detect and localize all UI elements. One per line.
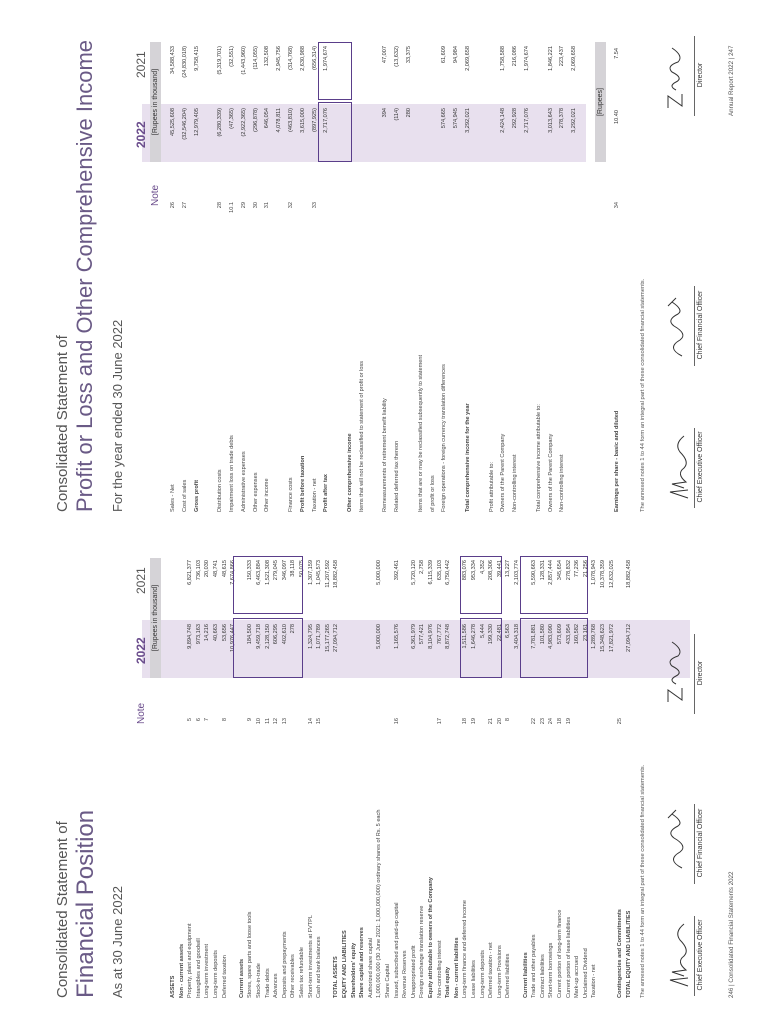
row-label: Other expenses	[252, 472, 259, 512]
row-note: 8	[505, 718, 512, 722]
row-value-2022: 7,781,881	[531, 624, 538, 649]
units-band: [Rupees in thousand]	[150, 42, 161, 162]
row-value-2022: 101,580	[539, 624, 546, 645]
row-value-2021: 48,741	[213, 560, 219, 578]
cfo-sig-line	[694, 804, 695, 884]
row-label: Distribution costs	[217, 469, 224, 512]
ceo-sig-line	[694, 428, 695, 508]
row-label: Administrative expenses	[240, 451, 247, 512]
row-value-2021: 1,521,308	[264, 560, 271, 585]
row-value-2021: (24,830,018)	[181, 46, 188, 78]
row-label: Property, plant and equipment	[187, 923, 194, 998]
current-assets-box-2022	[233, 618, 303, 678]
row-note: 14	[307, 718, 314, 725]
row-value-2021: 2,857,444	[548, 560, 555, 585]
eps-label: Earnings per share - basic and diluted	[614, 410, 620, 512]
row-label: Sales tax refundable	[299, 947, 305, 998]
row-value-2021: 34,588,433	[170, 46, 176, 74]
row-value-2021: 5,720,120	[410, 560, 417, 585]
row-label: Total comprehensive income for the year	[465, 403, 471, 512]
row-value-2022: 1,511,586	[462, 624, 469, 649]
oci-box-2021	[318, 42, 352, 100]
director-signature	[660, 42, 688, 112]
non-current-liabilities-box-2021	[460, 556, 502, 614]
row-label: Current assets	[238, 958, 245, 998]
row-value-2022: (296,878)	[252, 108, 259, 132]
row-value-2021: 77,236	[574, 560, 581, 578]
ceo-signature	[666, 432, 694, 502]
row-value-2021: 345,654	[557, 560, 563, 581]
row-value-2022: 9,459,718	[256, 624, 262, 649]
row-value-2022: 606,295	[273, 624, 280, 645]
row-label: Deposits and prepayments	[281, 931, 288, 998]
row-value-2021: 50,075	[299, 560, 305, 578]
row-label: Other receivables	[290, 954, 297, 998]
row-label: Short-term borrowings	[548, 942, 555, 998]
row-value-2021: 6,750,442	[445, 560, 452, 585]
row-value-2022: 8,872,748	[445, 624, 452, 649]
row-label: Foreign operations - foreign currency translation differences	[441, 364, 448, 512]
row-label: Non - current liabilities	[453, 937, 460, 998]
row-note: 15	[316, 718, 323, 725]
row-note: 9	[247, 718, 254, 722]
row-label: Revenue Reserves	[402, 950, 409, 998]
dir-sig-line	[694, 36, 695, 116]
row-value-2022: (2,922,365)	[240, 108, 247, 137]
row-value-2021: 279,045	[273, 560, 280, 581]
row-value-2022: 1,165,576	[393, 624, 400, 649]
current-liabilities-box-2022	[520, 618, 588, 678]
row-value-2022: 280	[406, 108, 412, 118]
page-title-small: Consolidated Statement of	[54, 821, 71, 998]
row-value-2021: 635,103	[436, 560, 443, 581]
row-value-2021: 278,832	[565, 560, 572, 581]
row-value-2022: 292,928	[512, 108, 519, 129]
ceo-sig-line	[694, 916, 695, 996]
row-value-2022: 1,071,789	[316, 624, 323, 649]
row-note: 28	[217, 202, 224, 209]
eps-2021: 7.54	[614, 48, 620, 59]
row-value-2022: 22,481	[496, 624, 503, 642]
cfo-signature	[662, 804, 690, 874]
row-value-2021: 10,378,359	[600, 560, 606, 588]
row-value-2021: 39,441	[496, 560, 503, 578]
row-note: 5	[187, 718, 194, 722]
row-note: 21	[488, 718, 495, 725]
row-value-2021: 9,758,415	[193, 46, 200, 71]
row-label: Unappropriated profit	[410, 945, 417, 998]
page-footer: 246 | Consolidated Financial Statements 2022	[728, 871, 735, 998]
row-label: Stock-in-trade	[256, 963, 262, 998]
row-value-2021: 736,103	[195, 560, 202, 581]
row-label: TOTAL ASSETS	[333, 956, 340, 998]
row-value-2022: 17,821,972	[608, 624, 615, 652]
row-note: 33	[311, 202, 318, 209]
row-value-2021: 94,984	[453, 46, 460, 64]
row-note: 23	[539, 718, 546, 725]
row-value-2021: 392,461	[393, 560, 400, 581]
row-label: Shareholders' equity	[350, 942, 357, 998]
row-label: Intangibles and goodwill	[195, 938, 202, 998]
row-value-2021: 18,882,458	[333, 560, 340, 588]
row-value-2022: 573,609	[557, 624, 563, 645]
row-note: 29	[240, 202, 247, 209]
row-label: Taxation - net	[591, 964, 598, 998]
row-value-2022: 6,563	[505, 624, 512, 638]
row-value-2021: 132,508	[264, 46, 271, 67]
row-value-2022: 199,330	[488, 624, 495, 645]
row-label: Share capital and reserves	[359, 927, 366, 998]
row-label: Deferred liabilities	[505, 953, 512, 998]
row-label: Profit before taxation	[299, 455, 306, 512]
row-label: Share Capital	[385, 964, 391, 998]
row-value-2021: 6,115,339	[428, 560, 434, 585]
row-label: Owners of the Parent Company	[500, 433, 507, 512]
row-note: 32	[288, 202, 294, 209]
row-value-2022: 574,945	[453, 108, 460, 129]
row-value-2022: (463,810)	[288, 108, 294, 132]
row-value-2021: 128,331	[539, 560, 546, 581]
row-label: Cash and bank balances	[316, 936, 323, 998]
row-label: Profit after tax	[323, 474, 330, 512]
row-value-2021: 2,069,658	[465, 46, 471, 71]
row-label: Equity attributable to owners of the Company	[428, 877, 434, 998]
row-value-2021: 953,334	[471, 560, 477, 581]
cfo-label: Chief Financial Officer	[697, 290, 704, 360]
row-value-2022: 12,979,405	[193, 108, 200, 136]
row-note: 19	[565, 718, 572, 725]
row-label: Long-term Provisions	[496, 945, 503, 998]
row-label: Sales - Net	[170, 484, 176, 512]
row-value-2022: 3,615,000	[299, 108, 306, 133]
row-value-2021: 38,118	[290, 560, 297, 577]
page-title-small: Consolidated Statement of	[54, 335, 71, 512]
row-note: 10.1	[229, 202, 235, 213]
row-label: Current portion of long-term finance	[557, 909, 563, 998]
row-value-2022: 2,424,148	[500, 108, 507, 133]
row-value-2022: (114)	[394, 108, 401, 121]
row-value-2022: 574,665	[441, 108, 448, 129]
row-label: Non-controlling interest	[436, 940, 443, 998]
row-label: Long-term deposits	[479, 950, 486, 998]
row-value-2022: 3,292,021	[465, 108, 471, 133]
row-value-2022: 184,500	[247, 624, 254, 645]
row-value-2022: 10,976,447	[230, 624, 237, 652]
row-value-2021: 12,632,025	[608, 560, 615, 588]
row-label: Short-term investments at FVTPL	[307, 915, 314, 998]
row-value-2022: 160,582	[574, 624, 581, 645]
row-note: 7	[204, 718, 211, 722]
row-label: Remeasurements of retirement benefit liability	[382, 398, 389, 512]
cfo-signature	[662, 292, 690, 362]
row-value-2022: 402,610	[281, 624, 288, 645]
row-value-2022: 1,324,795	[307, 624, 314, 649]
row-label: Profit attributable to:	[488, 461, 495, 512]
oci-box-2022	[318, 102, 352, 162]
eps-units-band: [Rupees]	[595, 42, 606, 162]
row-label: Finance costs	[288, 477, 294, 512]
row-value-2022: (32,546,204)	[181, 108, 188, 140]
director-label: Director	[697, 62, 704, 88]
dir-sig-line	[694, 634, 695, 714]
row-label: Long-term investment	[204, 943, 211, 998]
eps-note: 34	[614, 202, 620, 209]
row-value-2022: 767,772	[436, 624, 443, 645]
row-note: 31	[264, 202, 271, 209]
row-note: 19	[471, 718, 477, 725]
row-note: 13	[281, 718, 288, 725]
row-value-2021: 20,030	[204, 560, 211, 578]
row-label: Total comprehensive income attributable to:	[535, 404, 542, 512]
page-title: Profit or Loss and Other Comprehensive Income	[72, 39, 97, 512]
row-value-2022: 3,292,021	[571, 108, 578, 133]
row-value-2022: (6,280,339)	[217, 108, 224, 137]
row-label: Items that are or may be reclassified subsequently to statement	[417, 354, 424, 512]
row-value-2022: 3,404,318	[514, 624, 520, 649]
col-2022-header: 2022	[134, 121, 148, 148]
row-label: Unclaimed Dividend	[582, 948, 589, 998]
row-label: Impairment loss on trade debts	[229, 435, 235, 512]
row-label: Owners of the Parent Company	[547, 433, 554, 512]
row-value-2022: 3,013,643	[547, 108, 554, 133]
row-note: 17	[436, 718, 443, 725]
row-label: Current portion of lease liabilities	[565, 916, 572, 998]
row-value-2021: 5,590,663	[531, 560, 538, 585]
ceo-signature	[666, 920, 694, 990]
row-label: Long-term finance and deferred income	[462, 900, 469, 998]
row-value-2021: 1,307,159	[307, 560, 314, 585]
page-title: Financial Position	[72, 809, 99, 998]
row-value-2021: 7,674,866	[230, 560, 237, 585]
eps-2022: 10.40	[614, 110, 620, 124]
cfo-label: Chief Financial Officer	[697, 808, 704, 878]
row-note: 10	[256, 718, 262, 725]
annex-note: The annexed notes 1 to 44 form an integral part of these consolidated financial statements.	[640, 278, 646, 512]
row-value-2022: 2,717,076	[524, 108, 530, 133]
row-value-2022: 278,378	[559, 108, 566, 129]
row-value-2022: 27,094,712	[333, 624, 340, 652]
row-value-2021: 18,882,458	[625, 560, 632, 588]
row-label: Deferred taxation - net	[488, 942, 495, 998]
col-2021-header: 2021	[134, 51, 148, 78]
page-subtitle: As at 30 June 2022	[110, 885, 125, 998]
row-label: Deferred taxation	[221, 955, 228, 998]
row-value-2022: 394	[382, 108, 389, 118]
cfo-sig-line	[694, 286, 695, 366]
row-label: Mark-up accrued	[574, 956, 581, 998]
row-value-2022: 53,656	[221, 624, 228, 642]
row-value-2022: 23,161	[582, 624, 589, 642]
row-label: 1,000,000,000 (30 June 2021: 1,000,000,000) ordinary shares of Rs. 5 each	[376, 809, 383, 998]
row-label: ASSETS	[170, 975, 176, 998]
row-label: Trade debts	[264, 968, 271, 998]
row-label: Stores, spare parts and loose tools	[247, 911, 254, 998]
row-label: Issued, subscribed and paid-up capital	[393, 902, 400, 998]
row-value-2022: (897,925)	[311, 108, 318, 132]
row-note: 8	[221, 718, 228, 722]
row-value-2021: 33,375	[406, 46, 412, 64]
row-label: Non - current assets	[178, 943, 185, 998]
ceo-label: Chief Executive Officer	[697, 431, 704, 503]
non-current-liabilities-box-2022	[460, 618, 502, 678]
row-value-2021: 216,086	[512, 46, 519, 67]
row-value-2021: 6,821,377	[187, 560, 194, 585]
row-note: 26	[170, 202, 176, 209]
row-value-2021: 1,846,221	[547, 46, 554, 71]
row-note: 11	[264, 718, 271, 724]
row-value-2021: 2,069,658	[571, 46, 578, 71]
row-value-2021: 150,333	[247, 560, 254, 581]
ceo-label: Chief Executive Officer	[697, 919, 704, 991]
row-note: 20	[496, 718, 503, 725]
row-value-2022: 4,078,811	[276, 108, 283, 133]
row-label: Lease liabilities	[471, 960, 477, 998]
row-value-2022: 8,104,976	[428, 624, 434, 649]
row-value-2021: 1,974,674	[524, 46, 530, 71]
row-value-2022: 2,128,150	[264, 624, 271, 649]
row-value-2021: 61,609	[441, 46, 448, 64]
row-value-2022: 14,216	[204, 624, 211, 642]
row-label: Taxation - net	[311, 478, 318, 512]
row-value-2022: 973,163	[195, 624, 202, 645]
row-value-2021: 2,103,774	[514, 560, 520, 585]
row-value-2021: 1,045,573	[316, 560, 323, 585]
row-value-2021: (13,632)	[394, 46, 401, 67]
row-label: Non-controlling interest	[512, 454, 519, 512]
row-label: TOTAL EQUITY AND LIABILITIES	[625, 910, 632, 998]
director-label: Director	[697, 660, 704, 686]
row-label: EQUITY AND LIABILITIES	[342, 930, 348, 998]
row-note: 25	[617, 718, 624, 725]
col-2021-header: 2021	[134, 567, 148, 594]
row-value-2021: (32,551)	[229, 46, 235, 67]
row-value-2021: 1,078,943	[591, 560, 598, 585]
row-value-2021: 4,352	[479, 560, 486, 574]
row-note: 27	[181, 202, 188, 209]
row-value-2022: 9,894,748	[187, 624, 194, 649]
row-label: of profit or loss	[429, 475, 436, 512]
row-value-2021: 6,463,884	[256, 560, 262, 585]
row-value-2022: 1,289,768	[591, 624, 598, 649]
row-value-2022: 40,663	[213, 624, 219, 642]
row-note: 18	[557, 718, 563, 725]
row-label: Foreign exchange translation reserve	[419, 905, 426, 998]
row-label: Long-term deposits	[213, 950, 219, 998]
financial-position-page	[0, 512, 768, 1024]
current-liabilities-box-2021	[520, 556, 588, 614]
row-value-2021: (656,314)	[311, 46, 318, 70]
row-value-2022: 5,444	[479, 624, 486, 638]
col-2022-header: 2022	[134, 637, 148, 664]
page-subtitle: For the year ended 30 June 2022	[110, 319, 125, 512]
row-label: Items that will not be reclassified to statement of profit or loss	[358, 360, 365, 512]
row-value-2021: 346,097	[281, 560, 288, 581]
row-value-2021: (1,443,960)	[240, 46, 247, 75]
row-note: 22	[531, 718, 538, 725]
row-value-2022: 646,054	[264, 108, 271, 129]
row-value-2022: 15,177,265	[324, 624, 331, 652]
annex-note: The annexed notes 1 to 44 form an integral part of these consolidated financial statements.	[640, 764, 646, 998]
row-note: 30	[252, 202, 259, 209]
row-label: Contract liabilities	[539, 954, 546, 998]
row-note: 24	[548, 718, 555, 725]
row-label: Authorized share capital	[367, 937, 374, 998]
row-note: 18	[462, 718, 469, 725]
row-label: Gross profit	[193, 479, 200, 512]
row-value-2021: 13,227	[505, 560, 512, 578]
row-value-2022: 2,717,076	[323, 108, 330, 133]
row-value-2021: 883,076	[462, 560, 469, 581]
row-value-2021: 1,974,674	[323, 46, 330, 71]
row-value-2022: 433,954	[565, 624, 572, 645]
row-value-2022: 577,421	[419, 624, 426, 645]
row-value-2022: 4,983,090	[548, 624, 555, 649]
current-assets-box-2021	[233, 556, 303, 614]
row-value-2022: 278	[290, 624, 297, 634]
row-label: Other comprehensive income	[347, 433, 353, 512]
row-label: Non-controlling interest	[559, 454, 566, 512]
highlight-band-2022	[142, 104, 586, 162]
row-label: Current liabilities	[522, 952, 529, 998]
row-value-2021: 47,007	[382, 46, 389, 64]
row-label: Advances	[273, 973, 280, 998]
row-value-2021: 2,758	[419, 560, 426, 574]
row-value-2021: 5,000,000	[376, 560, 383, 585]
row-value-2021: (5,319,701)	[217, 46, 224, 75]
row-label: Related deferred tax thereon	[394, 440, 401, 512]
row-value-2022: 27,094,712	[625, 624, 632, 652]
row-value-2021: 223,437	[559, 46, 566, 67]
row-value-2021: 2,630,988	[299, 46, 306, 71]
row-value-2021: 21,256	[582, 560, 589, 578]
col-note-header: Note	[136, 702, 147, 724]
row-value-2021: (314,768)	[288, 46, 294, 70]
page-footer: Annual Report 2022 | 247	[728, 45, 735, 116]
row-value-2021: 2,945,756	[276, 46, 283, 71]
row-value-2022: 1,646,278	[471, 624, 477, 649]
row-value-2022: (47,365)	[229, 108, 235, 129]
row-value-2022: 45,525,608	[170, 108, 176, 136]
row-value-2021: 1,758,588	[500, 46, 507, 71]
row-value-2021: (114,055)	[252, 46, 259, 70]
row-note: 6	[195, 718, 202, 722]
row-value-2021: 208,306	[488, 560, 495, 581]
row-label: Contingencies and Commitments	[617, 909, 624, 998]
row-value-2021: 11,207,592	[324, 560, 331, 588]
col-note-header: Note	[150, 184, 161, 206]
row-value-2021: 48,615	[221, 560, 228, 578]
row-label: Other income	[264, 478, 271, 512]
row-label: Total equity	[445, 967, 452, 998]
row-value-2022: 6,361,979	[410, 624, 417, 649]
row-label: Trade and other payables	[531, 934, 538, 998]
row-label: Cost of sales	[181, 479, 188, 512]
units-band: [Rupees in thousand]	[150, 558, 161, 678]
row-note: 16	[393, 718, 400, 725]
row-value-2022: 15,348,623	[600, 624, 606, 652]
row-note: 12	[273, 718, 280, 725]
director-signature	[660, 636, 688, 706]
row-value-2022: 5,000,000	[376, 624, 383, 649]
